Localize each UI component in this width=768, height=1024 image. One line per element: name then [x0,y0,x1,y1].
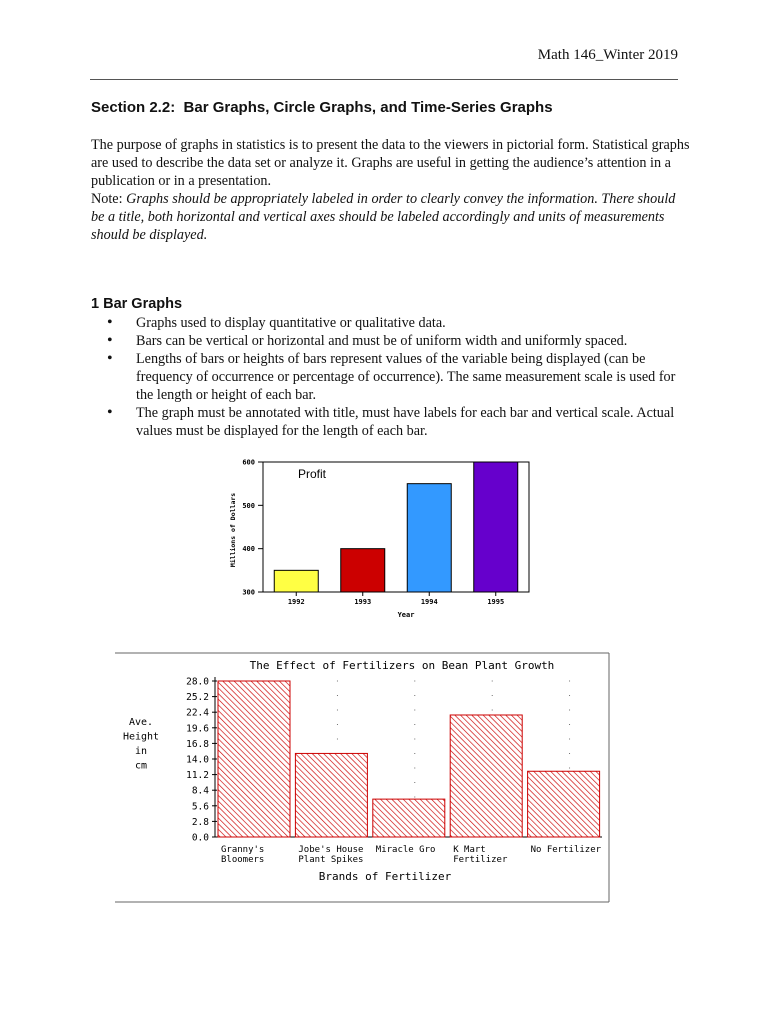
grid-dot [569,681,570,682]
y-tick-label: 400 [242,545,255,554]
y-tick-label: 0.0 [191,832,209,844]
grid-dot [569,724,570,725]
grid-dot [569,753,570,754]
grid-dot [414,724,415,725]
bar-graphs-heading: 1 Bar Graphs [91,296,183,312]
intro-block [91,136,691,244]
y-tick-label: 19.6 [186,723,209,735]
y-tick-label: 300 [242,588,255,597]
grid-dot [337,724,338,725]
x-tick-label: 1994 [420,598,438,606]
grid-dot [569,739,570,740]
bar [295,753,367,837]
y-axis-label-line: Height [122,731,160,743]
x-tick-label: K Mart [453,845,486,855]
bullet-item: • Lengths of bars or heights of bars represent values of the variable being displayed (can be frequency of occurrence or percentage of occurrence). The same measurement scale is used for the length or height of each bar. [107,350,692,404]
grid-dot [414,681,415,682]
x-tick-label: 1992 [287,598,305,606]
note-label: Note: [91,191,123,207]
bar-graphs-bullets [107,314,692,440]
chart-title: The Effect of Fertilizers on Bean Plant Growth [249,659,555,672]
x-tick-label: 1995 [487,598,505,606]
grid-dot [414,739,415,740]
bar [341,549,385,592]
grid-dot [492,681,493,682]
intro-paragraph: The purpose of graphs in statistics is to present the data to the viewers in pictorial form. Statistical graphs are used to describe the data set or analyze it. Graphs are useful in getting the audience’s attention in a publication or in a presentation. [91,137,690,189]
header-divider [90,79,678,80]
grid-dot [337,695,338,696]
grid-dot [414,710,415,711]
grid-dot [414,797,415,798]
intro-note [91,190,691,244]
y-axis-label-line: in [134,746,148,757]
profit-bar-chart [222,455,542,625]
course-header: Math 146_Winter 2019 [537,47,678,63]
y-tick-label: 14.0 [186,754,209,766]
bar [474,462,518,592]
bar [528,771,600,837]
bullet-item: • Bars can be vertical or horizontal and must be of uniform width and uniformly spaced. [107,332,692,350]
y-tick-label: 16.8 [186,738,209,750]
note-text: Graphs should be appropriately labeled in order to clearly convey the information. There should be a title, both horizontal and vertical axes should be labeled accordingly and units of measurements should be displayed. [91,191,676,243]
grid-dot [569,695,570,696]
x-axis-label: Year [397,611,415,619]
y-tick-label: 28.0 [186,676,209,688]
x-tick-label: 1993 [354,598,372,606]
grid-dot [569,768,570,769]
section-title: Section 2.2: Bar Graphs, Circle Graphs, and Time-Series Graphs [91,99,553,116]
x-tick-label: Fertilizer [453,855,508,865]
bar [407,484,451,592]
grid-dot [414,782,415,783]
bar [218,681,290,837]
bullet-item: • Graphs used to display quantitative or qualitative data. [107,314,692,332]
y-axis-label-line: Ave. [128,717,154,728]
fertilizer-bar-chart [112,650,612,905]
grid-dot [414,695,415,696]
x-tick-label: Miracle Gro [375,845,436,855]
y-tick-label: 600 [242,458,255,467]
grid-dot [414,768,415,769]
y-tick-label: 11.2 [186,770,209,782]
x-axis-label: Brands of Fertilizer [318,870,452,883]
y-tick-label: 5.6 [191,801,209,813]
y-tick-label: 2.8 [191,816,209,828]
grid-dot [337,739,338,740]
y-tick-label: 8.4 [191,785,209,797]
bar [450,715,522,837]
bar [373,799,445,837]
x-tick-label: Bloomers [221,855,265,865]
grid-dot [492,710,493,711]
grid-dot [414,753,415,754]
y-tick-label: 500 [242,501,255,510]
grid-dot [337,681,338,682]
grid-dot [337,710,338,711]
x-tick-label: No Fertilizer [530,845,602,855]
bullet-item: • The graph must be annotated with title, must have labels for each bar and vertical scale. Actual values must be displayed for the length of each bar. [107,404,692,440]
bar [274,570,318,592]
x-tick-label: Granny's [221,845,265,855]
grid-dot [569,710,570,711]
grid-dot [492,695,493,696]
y-tick-label: 22.4 [186,707,209,719]
x-tick-label: Jobe's House [298,845,364,855]
chart-title: Profit [298,467,327,481]
y-axis-label: Millions of Dollars [229,492,237,568]
y-tick-label: 25.2 [186,692,209,704]
x-tick-label: Plant Spikes [298,855,364,865]
y-axis-label-line: cm [134,760,148,772]
